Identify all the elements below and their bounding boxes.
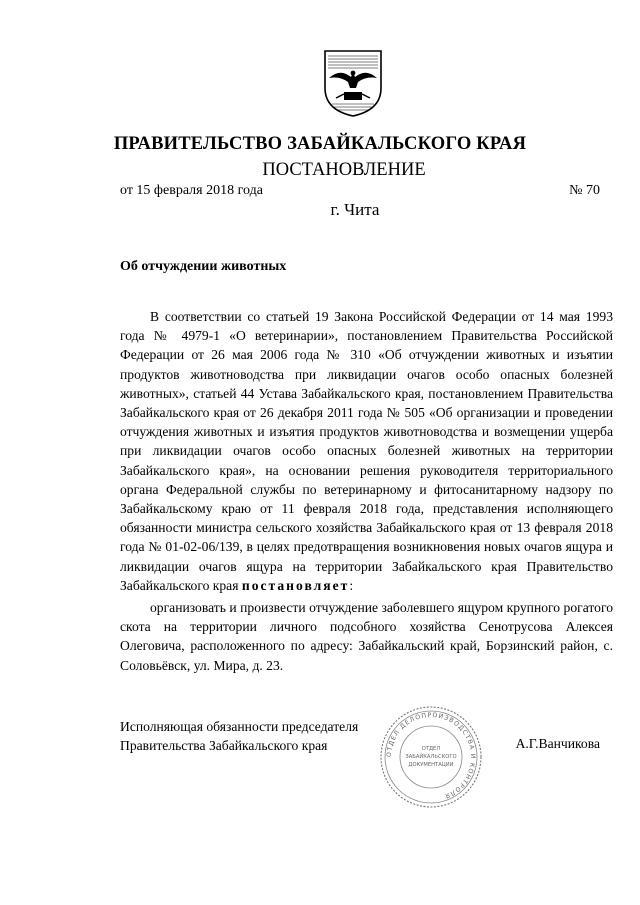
document-city: г. Чита <box>330 200 380 219</box>
svg-text:ЗАБАЙКАЛЬСКОГО: ЗАБАЙКАЛЬСКОГО <box>405 754 457 760</box>
signer-title-line-1: Исполняющая обязанности председателя <box>120 719 359 734</box>
preamble-paragraph <box>120 307 613 595</box>
preamble-text: В соответствии со статьей 19 Закона Российской Федерации от 14 мая 1993 года № 4979-1 «О ветеринарии», постановлением Правительства Российской Федерации от 26 мая 2006 года № 310 «Об отчуждении животных и изъятии продуктов животноводства при ликвидации очагов особо опасных болезней животных», статьей 44 Устава Забайкальского края, постановлением Правительства Забайкальского края от 26 декабря 2011 года № 505 «Об организации и проведении отчуждения животных и изъятия продуктов животноводства и возмещении ущерба при ликвидации очагов особо опасных болезней животных на территории Забайкальского края», на основании решения руководителя территориального органа Федеральной службы по ветеринарному и фитосанитарному надзору по Забайкальскому краю от 11 февраля 2018 года, представления исполняющего обязанности министра сельского хозяйства Забайкальского края от 13 февраля 2018 года № 01-02-06/139, в целях предотвращения возникновения новых очагов ящура и ликвидации очагов ящура на территории Забайкальского края Правительство Забайкальского края <box>120 309 613 593</box>
resolution-paragraph: организовать и произвести отчуждение заболевшего ящуром крупного рогатого скота на территории личного подсобного хозяйства Сенотрусова Алексея Олеговича, расположенного по адресу: Забайкальский край, Борзинский район, с. Соловьёвск, ул. Мира, д. 23. <box>120 600 613 673</box>
seal-ring-text: ОТДЕЛ ДЕЛОПРОИЗВОДСТВА И КОНТРОЛЯ <box>385 711 477 800</box>
document-type: ПОСТАНОВЛЕНИЕ <box>262 160 426 180</box>
document-date: от 15 февраля 2018 года <box>120 183 263 198</box>
document-number: № 70 <box>569 183 600 198</box>
svg-text:ДОКУМЕНТАЦИИ: ДОКУМЕНТАЦИИ <box>408 762 454 768</box>
coat-of-arms-icon <box>322 48 384 118</box>
resolves-keyword: постановляет <box>241 577 350 593</box>
official-seal-stamp <box>378 702 484 812</box>
signer-title <box>120 717 358 755</box>
svg-text:ОТДЕЛ: ОТДЕЛ <box>421 746 441 752</box>
signer-name: А.Г.Ванчикова <box>515 736 600 751</box>
government-title: ПРАВИТЕЛЬСТВО ЗАБАЙКАЛЬСКОГО КРАЯ <box>113 134 527 154</box>
signer-title-line-2: Правительства Забайкальского края <box>120 738 328 754</box>
document-subject: Об отчуждении животных <box>120 259 287 274</box>
resolves-suffix: : <box>349 577 354 593</box>
